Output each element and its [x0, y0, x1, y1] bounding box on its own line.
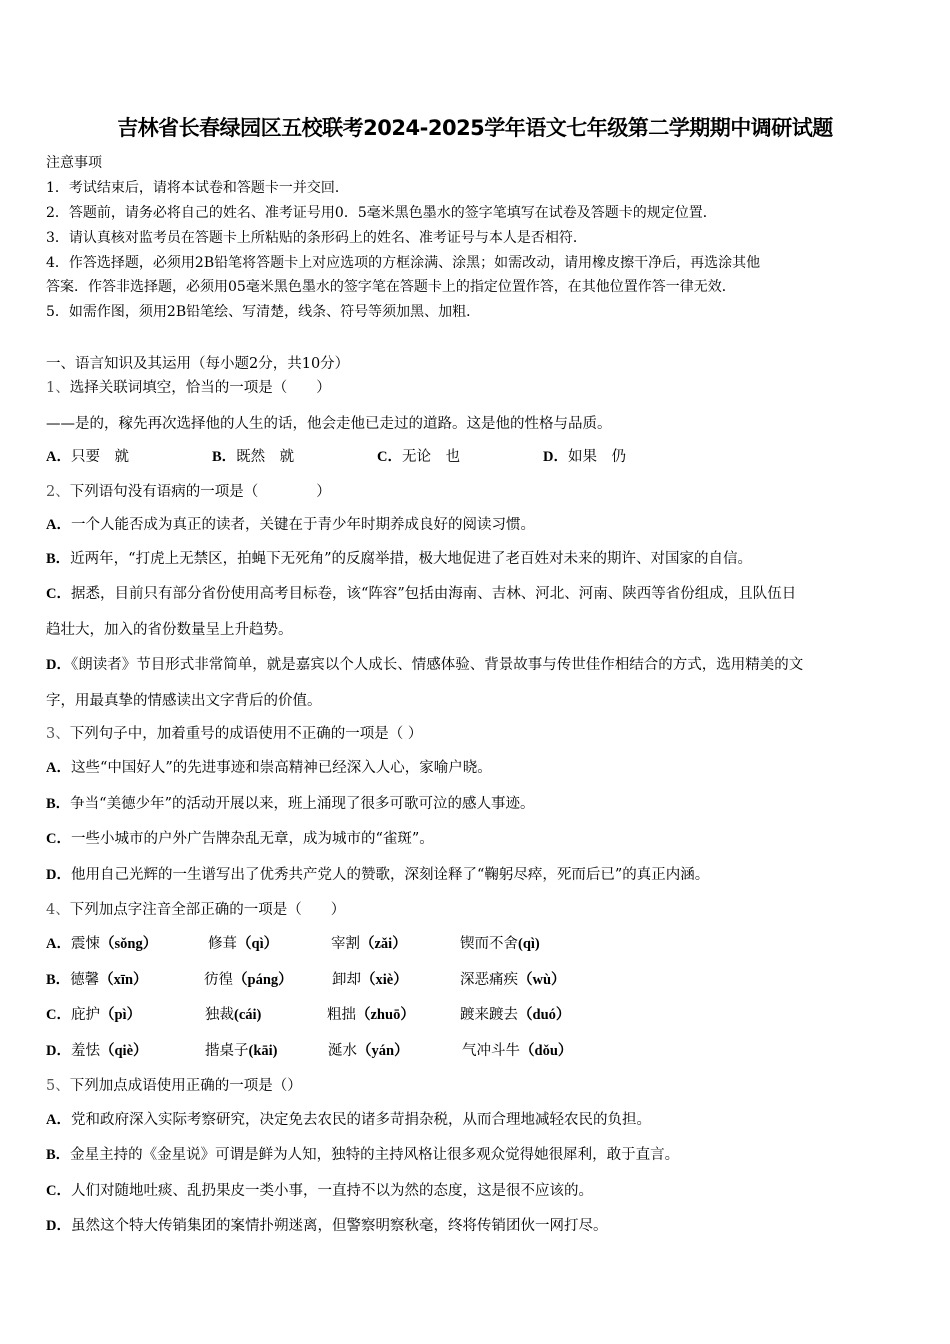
question-2-option-d-cont: 字，用最真挚的情感读出文字背后的价值。: [46, 693, 322, 709]
option-label: D．: [543, 449, 568, 465]
option-text: 这些“中国好人”的先进事迹和崇高精神已经深入人心，家喻户晓。: [70, 760, 492, 776]
option-label: A．: [46, 1112, 71, 1128]
pinyin-word: 德馨: [70, 972, 100, 988]
option-text: 既然 就: [236, 449, 295, 465]
pinyin-word: 深恶痛疾: [460, 972, 518, 988]
pinyin: （qì）: [237, 936, 279, 952]
question-5-option-c: [46, 1179, 593, 1200]
option-text: 一些小城市的户外广告牌杂乱无章，成为城市的“雀斑”。: [70, 831, 434, 847]
pinyin-word: 气冲斗牛: [462, 1043, 520, 1059]
option-text: 金星主持的《金星说》可谓是鲜为人知，独特的主持风格让很多观众觉得她很犀利，敢于直言。: [70, 1147, 680, 1163]
question-2-option-b: [46, 547, 752, 568]
pinyin-word: 揩桌子: [205, 1043, 249, 1059]
question-3-option-c: [46, 827, 434, 848]
question-2-option-c-cont: 趋壮大，加入的省份数量呈上升趋势。: [46, 622, 293, 638]
question-text: 下列加点成语使用正确的一项是（）: [69, 1078, 302, 1094]
question-4-stem: [46, 898, 345, 919]
question-number: 4、: [46, 902, 70, 918]
section-heading: 一、语言知识及其运用（每小题2分，共10分）: [46, 356, 350, 372]
question-3-option-b: [46, 792, 535, 813]
pinyin: （dǒu）: [520, 1043, 573, 1059]
notice-item: 3．请认真核对监考员在答题卡上所粘贴的条形码上的姓名、准考证号与本人是否相符．: [46, 230, 587, 246]
question-3-stem: [46, 722, 422, 743]
option-text: 只要 就: [70, 449, 129, 465]
pinyin: （duó）: [518, 1007, 571, 1023]
pinyin-word: 彷徨: [204, 972, 233, 988]
option-text: 近两年，“打虎上无禁区，拍蝇下无死角”的反腐举措，极大地促进了老百姓对未来的期许、对国家的自信。: [70, 551, 752, 567]
question-5-option-b: [46, 1143, 679, 1164]
option-text: 据悉，目前只有部分省份使用高考目标卷，该“阵容”包括由海南、吉林、河北、河南、陕西等省份组成，且队伍日: [70, 586, 797, 602]
pinyin-word: 独裁: [205, 1007, 234, 1023]
pinyin: （xīn）: [99, 972, 148, 988]
option-label: A．: [46, 449, 71, 465]
pinyin-word: 庇护: [70, 1007, 100, 1023]
pinyin-word: 锲而不舍: [460, 936, 518, 952]
question-1-stem: [46, 376, 331, 397]
question-number: 5、: [46, 1078, 70, 1094]
question-text: 下列加点字注音全部正确的一项是（ ）: [69, 902, 346, 918]
option-label: C．: [377, 449, 402, 465]
pinyin: (kāi): [248, 1043, 278, 1059]
page-title: 吉林省长春绿园区五校联考2024-2025学年语文七年级第二学期期中调研试题: [117, 116, 833, 140]
option-text: 《朗读者》节目形式非常简单，就是嘉宾以个人成长、情感体验、背景故事与传世佳作相结合的方式，选用精美的文: [70, 657, 804, 673]
option-label: D．: [46, 657, 71, 673]
question-3-option-a: [46, 756, 492, 777]
pinyin: （yán）: [357, 1043, 409, 1059]
option-text: 虽然这个特大传销集团的案情扑朔迷离，但警察明察秋毫，终将传销团伙一网打尽。: [70, 1218, 608, 1234]
option-label: B．: [46, 1147, 71, 1163]
pinyin-word: 修葺: [208, 936, 237, 952]
notice-item: 1．考试结束后，请将本试卷和答题卡一并交回．: [46, 180, 349, 196]
pinyin: （pì）: [99, 1007, 142, 1023]
pinyin: （zǎi）: [360, 936, 407, 952]
option-text: 无论 也: [401, 449, 460, 465]
pinyin: （wù）: [518, 972, 566, 988]
option-label: A．: [46, 760, 71, 776]
option-label: C．: [46, 831, 71, 847]
option-label: B．: [46, 551, 71, 567]
pinyin-word: 震悚: [70, 936, 100, 952]
pinyin-word: 粗拙: [327, 1007, 356, 1023]
pinyin-word: 宰割: [331, 936, 360, 952]
pinyin-word: 涎水: [328, 1043, 357, 1059]
notice-item: 4．作答选择题，必须用2B铅笔将答题卡上对应选项的方框涂满、涂黑；如需改动，请用橡皮擦干净后，再选涂其他: [46, 255, 761, 271]
question-2-stem: [46, 480, 331, 501]
pinyin-word: 踱来踱去: [460, 1007, 518, 1023]
notice-heading: 注意事项: [46, 155, 102, 171]
question-number: 3、: [46, 726, 70, 742]
option-label: A．: [46, 936, 71, 952]
pinyin: (cái): [234, 1007, 262, 1023]
option-text: 他用自己光辉的一生谱写出了优秀共产党人的赞歌，深刻诠释了“鞠躬尽瘁，死而后已”的真正内涵。: [70, 867, 710, 883]
option-label: D．: [46, 1218, 71, 1234]
option-label: B．: [212, 449, 237, 465]
notice-item: 2．答题前，请务必将自己的姓名、准考证号用0．5毫米黑色墨水的签字笔填写在试卷及答题卡的规定位置．: [46, 205, 717, 221]
option-label: D．: [46, 867, 71, 883]
question-3-option-d: [46, 863, 709, 884]
option-label: C．: [46, 586, 71, 602]
pinyin-word: 卸却: [332, 972, 361, 988]
option-text: 一个人能否成为真正的读者，关键在于青少年时期养成良好的阅读习惯。: [70, 517, 535, 533]
question-2-option-c: [46, 582, 796, 603]
question-2-option-d: [46, 653, 803, 674]
pinyin: （zhuō）: [356, 1007, 415, 1023]
notice-item: 答案．作答非选择题，必须用05毫米黑色墨水的签字笔在答题卡上的指定位置作答，在其他位置作答一律无效．: [46, 279, 736, 295]
option-label: C．: [46, 1007, 71, 1023]
question-1-passage: ——是的，稼先再次选择他的人生的话，他会走他已走过的道路。这是他的性格与品质。: [46, 416, 612, 432]
option-label: B．: [46, 796, 71, 812]
question-text: 下列句子中，加着重号的成语使用不正确的一项是（ ）: [69, 726, 423, 742]
question-5-option-a: [46, 1108, 651, 1129]
option-text: 党和政府深入实际考察研究，决定免去农民的诸多苛捐杂税，从而合理地减轻农民的负担。: [70, 1112, 651, 1128]
option-text: 如果 仍: [567, 449, 626, 465]
question-text: 选择关联词填空，恰当的一项是（ ）: [69, 380, 331, 396]
question-number: 1、: [46, 380, 70, 396]
pinyin: （sǒng）: [99, 936, 158, 952]
pinyin-word: 羞怯: [70, 1043, 100, 1059]
pinyin: （páng）: [233, 972, 293, 988]
question-2-option-a: [46, 513, 535, 534]
option-label: A．: [46, 517, 71, 533]
option-text: 人们对随地吐痰、乱扔果皮一类小事，一直持不以为然的态度，这是很不应该的。: [70, 1183, 593, 1199]
option-label: D．: [46, 1043, 71, 1059]
pinyin: （xiè）: [361, 972, 408, 988]
question-number: 2、: [46, 484, 70, 500]
notice-item: 5．如需作图，须用2B铅笔绘、写清楚，线条、符号等须加黑、加粗．: [46, 304, 481, 320]
pinyin: (qì): [518, 936, 540, 952]
option-label: B．: [46, 972, 71, 988]
question-text: 下列语句没有语病的一项是（ ）: [69, 484, 331, 500]
question-5-option-d: [46, 1214, 607, 1235]
option-text: 争当“美德少年”的活动开展以来，班上涌现了很多可歌可泣的感人事迹。: [70, 796, 535, 812]
option-label: C．: [46, 1183, 71, 1199]
pinyin: （qiè）: [99, 1043, 148, 1059]
question-5-stem: [46, 1074, 302, 1095]
